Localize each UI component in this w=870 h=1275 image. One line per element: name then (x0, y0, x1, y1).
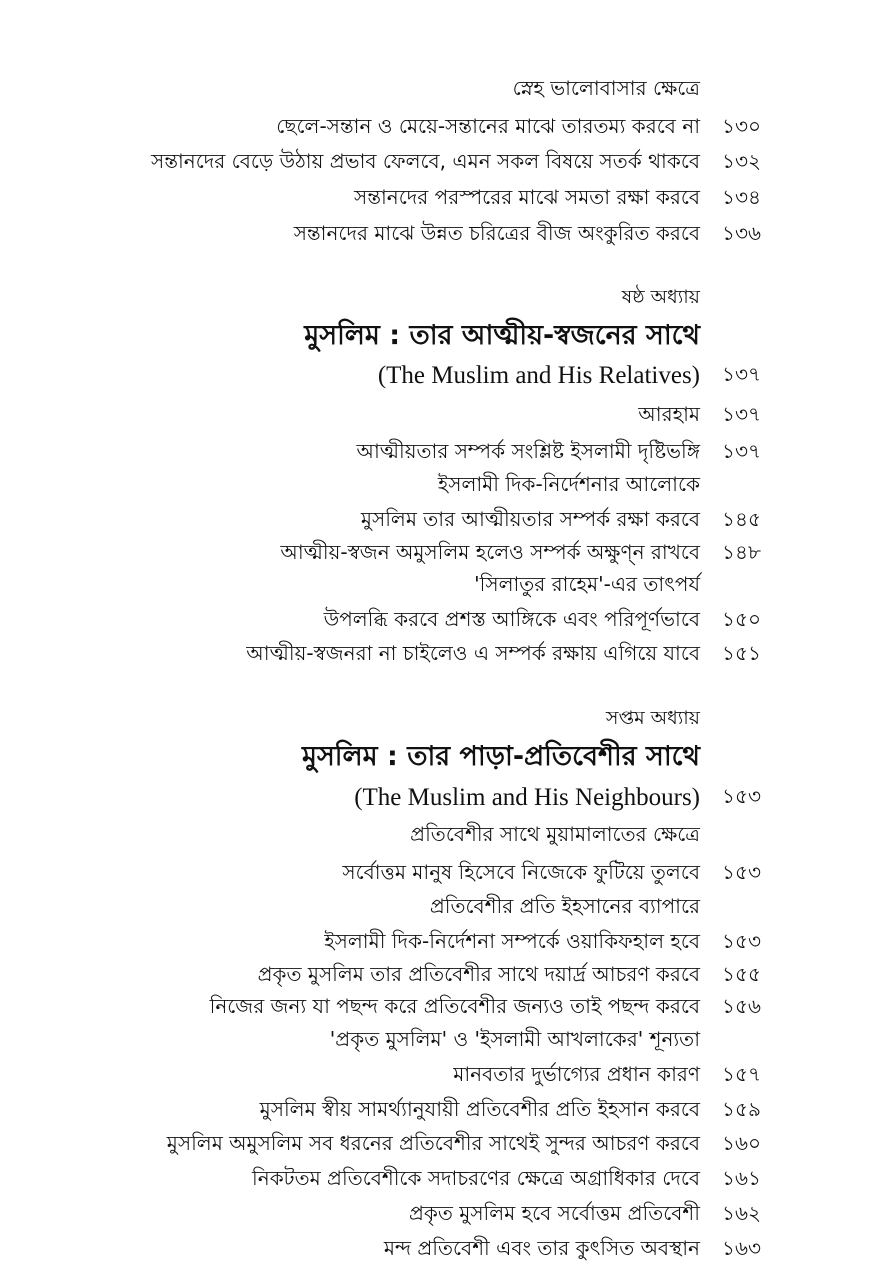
toc-entry-text: স্নেহ ভালোবাসার ক্ষেত্রে (512, 75, 700, 100)
chapter-title (0, 319, 870, 355)
toc-subheading (0, 468, 870, 504)
toc-entry (0, 145, 870, 181)
toc-page-number: ১৪৫ (722, 506, 761, 531)
toc-page-number: ১৩০ (722, 113, 761, 138)
toc-entry (0, 110, 870, 146)
toc-page-number: ১৩৭ (722, 438, 761, 463)
toc-entry-text: মুসলিম অমুসলিম সব ধরনের প্রতিবেশীর সাথেই সুন্দর আচরণ করবে (166, 1130, 700, 1155)
toc-page-number: ১৫৩ (722, 928, 761, 953)
toc-entry-text: প্রতিবেশীর সাথে মুয়ামালাতের ক্ষেত্রে (410, 821, 700, 846)
toc-entry-text: সন্তানদের বেড়ে উঠায় প্রভাব ফেলবে, এমন সকল বিষয়ে সতর্ক থাকবে (150, 148, 700, 173)
toc-entry (0, 536, 870, 572)
toc-subheading (0, 72, 870, 108)
toc-entry (0, 398, 870, 434)
toc-subheading (0, 890, 870, 926)
toc-entry-text: উপলব্ধি করবে প্রশস্ত আঙ্গিকে এবং পরিপূর্ণভাবে (323, 606, 700, 631)
toc-entry-text: ইসলামী দিক-নির্দেশনা সম্পর্কে ওয়াকিফহাল হবে (324, 928, 700, 953)
toc-entry (0, 435, 870, 471)
toc-entry (0, 990, 870, 1026)
chapter-english-text: (The Muslim and His Relatives) (377, 362, 700, 389)
chapter-english-text: (The Muslim and His Neighbours) (354, 784, 700, 811)
chapter-title-text: মুসলিম : তার আত্মীয়-স্বজনের সাথে (304, 319, 700, 351)
toc-entry-text: 'সিলাতুর রাহেম'-এর তাৎপর্য (474, 571, 700, 596)
toc-entry-text: প্রতিবেশীর প্রতি ইহসানের ব্যাপারে (429, 893, 700, 918)
toc-entry-text: ছেলে-সন্তান ও মেয়ে-সন্তানের মাঝে তারতম্য করবে না (276, 113, 700, 138)
toc-entry-text: প্রকৃত মুসলিম তার প্রতিবেশীর সাথে দয়ার্দ্র আচরণ করবে (257, 961, 700, 986)
toc-page-number: ১৬০ (722, 1130, 761, 1155)
toc-page-number: ১৫০ (722, 606, 761, 631)
toc-entry (0, 1127, 870, 1163)
toc-entry-text: নিজের জন্য যা পছন্দ করে প্রতিবেশীর জন্যও তাই পছন্দ করবে (209, 993, 700, 1018)
toc-entry (0, 958, 870, 994)
toc-page-number: ১৫১ (722, 640, 761, 665)
toc-page-number: ১৬৩ (722, 1235, 761, 1260)
toc-entry-text: 'প্রকৃত মুসলিম' ও 'ইসলামী আখলাকের' শূন্যতা (329, 1026, 700, 1051)
toc-entry-text: মুসলিম তার আত্মীয়তার সম্পর্ক রক্ষা করবে (360, 506, 700, 531)
toc-entry (0, 856, 870, 892)
toc-entry (0, 181, 870, 217)
chapter-number: ষষ্ঠ অধ্যায় (621, 286, 700, 308)
toc-page-number: ১৬১ (722, 1165, 761, 1190)
toc-entry-text: আত্মীয়-স্বজন অমুসলিম হলেও সম্পর্ক অক্ষুণ্ন রাখবে (280, 539, 700, 564)
toc-page-number: ১৩৪ (722, 184, 761, 209)
toc-entry (0, 1197, 870, 1233)
chapter-label (0, 702, 870, 738)
chapter-english-title (0, 358, 870, 394)
toc-page-number: ১৪৮ (722, 539, 761, 564)
toc-entry-text: সর্বোত্তম মানুষ হিসেবে নিজেকে ফুটিয়ে তুলবে (342, 859, 700, 884)
toc-subheading (0, 1023, 870, 1059)
toc-entry (0, 1162, 870, 1198)
toc-entry (0, 1232, 870, 1268)
toc-page-number: ১৩৭ (722, 361, 761, 386)
toc-entry-text: মানবতার দুর্ভাগ্যের প্রধান কারণ (453, 1061, 700, 1086)
toc-entry (0, 925, 870, 961)
toc-entry (0, 637, 870, 673)
toc-entry (0, 217, 870, 253)
chapter-number: সপ্তম অধ্যায় (605, 707, 700, 729)
chapter-label (0, 281, 870, 317)
toc-entry-text: নিকটতম প্রতিবেশীকে সদাচরণের ক্ষেত্রে অগ্রাধিকার দেবে (252, 1165, 700, 1190)
toc-entry-text: সন্তানদের মাঝে উন্নত চরিত্রের বীজ অংকুরিত করবে (293, 220, 700, 245)
toc-page-number: ১৫৯ (722, 1096, 761, 1121)
toc-page-number: ১৩৭ (722, 401, 761, 426)
toc-entry-text: আত্মীয়-স্বজনরা না চাইলেও এ সম্পর্ক রক্ষায় এগিয়ে যাবে (246, 640, 700, 665)
toc-entry (0, 503, 870, 539)
toc-entry-text: ইসলামী দিক-নির্দেশনার আলোকে (437, 471, 700, 496)
toc-page-number: ১৩৬ (722, 220, 761, 245)
toc-entry-text: মন্দ প্রতিবেশী এবং তার কুৎসিত অবস্থান (383, 1235, 700, 1260)
toc-page-number: ১৫৭ (722, 1061, 761, 1086)
toc-entry (0, 1058, 870, 1094)
toc-page-number: ১৩২ (722, 148, 761, 173)
chapter-english-title (0, 780, 870, 816)
toc-entry (0, 603, 870, 639)
toc-entry-text: প্রকৃত মুসলিম হবে সর্বোত্তম প্রতিবেশী (408, 1200, 700, 1225)
chapter-title (0, 740, 870, 776)
toc-subheading (0, 818, 870, 854)
toc-page-number: ১৫৩ (722, 783, 761, 808)
chapter-title-text: মুসলিম : তার পাড়া-প্রতিবেশীর সাথে (301, 740, 700, 772)
toc-page-number: ১৫৩ (722, 859, 761, 884)
toc-page-number: ১৫৫ (722, 961, 761, 986)
toc-entry-text: মুসলিম স্বীয় সামর্থ্যানুযায়ী প্রতিবেশীর প্রতি ইহসান করবে (259, 1096, 700, 1121)
toc-page-number: ১৬২ (722, 1200, 761, 1225)
toc-page-number: ১৫৬ (722, 993, 761, 1018)
toc-entry (0, 1093, 870, 1129)
toc-entry-text: আত্মীয়তার সম্পর্ক সংশ্লিষ্ট ইসলামী দৃষ্টিভঙ্গি (356, 438, 700, 463)
toc-entry-text: সন্তানদের পরস্পরের মাঝে সমতা রক্ষা করবে (354, 184, 700, 209)
toc-entry-text: আরহাম (638, 401, 700, 426)
toc-subheading (0, 568, 870, 604)
